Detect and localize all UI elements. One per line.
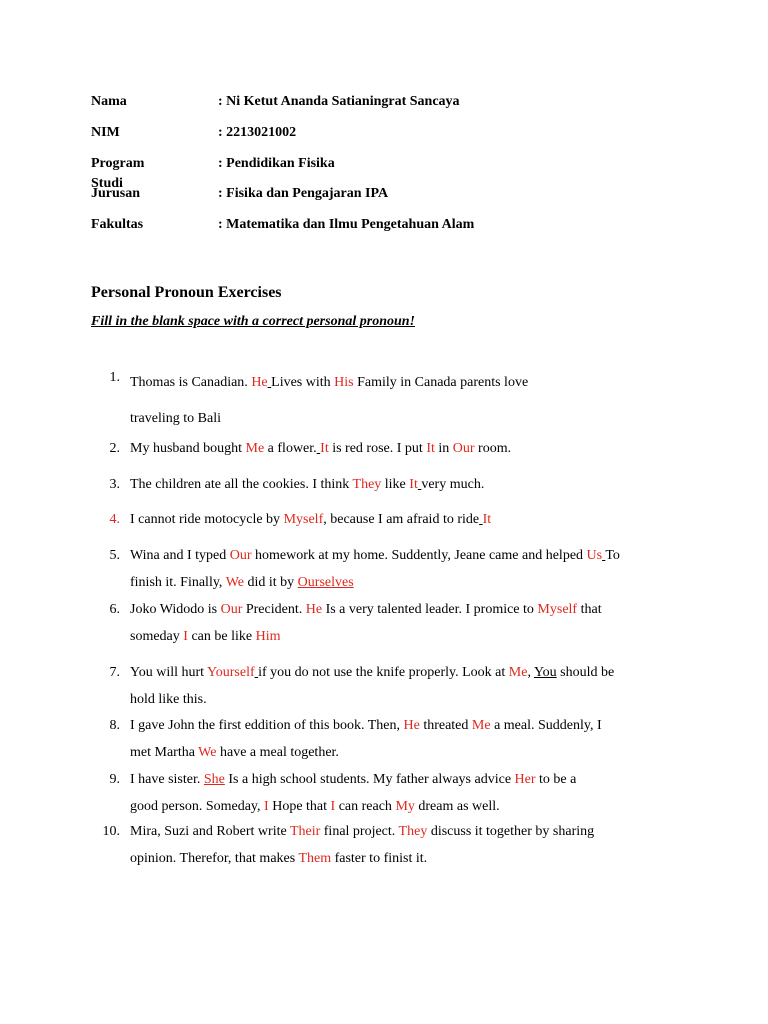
item-number: 7. (109, 665, 120, 680)
item-sentence (130, 767, 660, 820)
sentence-text: faster to finist it. (331, 850, 428, 866)
pronoun-answer: Me (245, 441, 265, 456)
pronoun-answer: He (305, 602, 323, 617)
pronoun-answer: It (409, 477, 418, 492)
sentence-text: that (577, 602, 602, 617)
sentence-text: homework at my home. Suddently, Jeane came and helped (251, 548, 587, 563)
info-value: : Fisika dan Pengajaran IPA (218, 186, 389, 202)
pronoun-answer: Our (220, 602, 243, 617)
pronoun-answer: Her (514, 772, 536, 787)
sentence-text: if you do not use the knife properly. Look at (258, 665, 509, 680)
sentence-text: Thomas is Canadian. (130, 375, 252, 390)
sentence-text: traveling to Bali (130, 411, 221, 426)
sentence-text: Precident. (242, 602, 306, 617)
pronoun-answer: My (395, 798, 415, 814)
pronoun-answer: It (320, 441, 329, 456)
sentence-text: a flower. (264, 441, 317, 456)
sentence-text: should be (556, 665, 615, 680)
pronoun-answer: It (482, 512, 492, 527)
pronoun-answer: I (183, 628, 188, 644)
info-label: Jurusan (91, 186, 141, 202)
pronoun-answer: I (264, 798, 269, 814)
info-label: Fakultas (91, 217, 144, 233)
item-number: 9. (109, 772, 120, 787)
sentence-text: You (533, 665, 557, 680)
info-value: : Matematika dan Ilmu Pengetahuan Alam (218, 217, 475, 233)
pronoun-answer: He (403, 718, 420, 733)
pronoun-answer: They (398, 824, 428, 839)
pronoun-answer: Me (508, 665, 528, 680)
sentence-text: can reach (335, 798, 396, 814)
sentence-text: Is a very talented leader. I promice to (322, 602, 538, 617)
pronoun-answer: Him (255, 628, 281, 644)
item-number: 1. (109, 370, 120, 385)
pronoun-answer: She (203, 772, 225, 787)
info-label: Program Studi (91, 155, 145, 191)
exercise-instruction: Fill in the blank space with a correct personal pronoun! (91, 314, 415, 329)
pronoun-answer: Their (289, 824, 321, 839)
sentence-text: is red rose. I put (328, 441, 427, 456)
pronoun-answer: Me (471, 718, 491, 733)
info-value: : 2213021002 (218, 124, 297, 140)
sentence-text: Wina and I typed (130, 548, 230, 563)
sentence-text: Hope that (268, 798, 331, 814)
sentence-text: met Martha (130, 744, 199, 760)
item-sentence (130, 507, 660, 534)
item-sentence (130, 472, 660, 499)
item-sentence (130, 543, 660, 596)
pronoun-answer: We (198, 744, 217, 760)
sentence-text: final project. (320, 824, 399, 839)
sentence-text: dream as well. (414, 798, 500, 814)
item-sentence (130, 436, 660, 463)
item-sentence (130, 597, 660, 650)
info-label: NIM (91, 124, 120, 140)
sentence-text: very much. (421, 477, 485, 492)
item-sentence (130, 819, 660, 872)
info-value: : Ni Ketut Ananda Satianingrat Sancaya (218, 94, 460, 109)
sentence-text: To (605, 548, 620, 563)
pronoun-answer: They (352, 477, 382, 492)
pronoun-answer: Our (229, 548, 252, 563)
sentence-text: have a meal together. (216, 744, 339, 760)
pronoun-answer: Yourself (207, 665, 255, 680)
item-number: 10. (102, 824, 120, 839)
pronoun-answer: Our (452, 441, 475, 456)
pronoun-answer: It (426, 441, 435, 456)
pronoun-answer: Them (298, 850, 332, 866)
sentence-text: to be a (535, 772, 577, 787)
sentence-text: in (434, 441, 453, 456)
item-number: 4. (109, 512, 120, 527)
item-number: 3. (109, 477, 120, 492)
sentence-text: My husband bought (130, 441, 246, 456)
pronoun-answer: His (334, 375, 354, 390)
sentence-text: I cannot ride motocycle by (130, 512, 284, 527)
pronoun-answer: Myself (537, 602, 578, 617)
sentence-text: The children ate all the cookies. I think (130, 477, 353, 492)
sentence-text: hold like this. (130, 691, 207, 707)
pronoun-answer: I (330, 798, 336, 814)
item-number: 5. (109, 548, 120, 563)
pronoun-answer: We (225, 574, 244, 590)
item-sentence (130, 713, 660, 766)
sentence-text: Mira, Suzi and Robert write (130, 824, 290, 839)
item-number: 8. (109, 718, 120, 733)
sentence-text: Lives with (271, 375, 335, 390)
item-sentence (130, 365, 660, 437)
sentence-text: threated (419, 718, 472, 733)
sentence-text: Is a high school students. My father always advice (224, 772, 515, 787)
sentence-text: good person. Someday, (130, 798, 265, 814)
info-label: Nama (91, 94, 127, 109)
sentence-text: , because I am afraid to ride (323, 512, 480, 527)
sentence-text: a meal. Suddenly, I (490, 718, 602, 733)
sentence-text: Family in Canada parents love (353, 375, 529, 390)
pronoun-answer: He (251, 375, 268, 390)
sentence-text: did it by (244, 574, 298, 590)
sentence-text: can be like (187, 628, 256, 644)
pronoun-answer: Myself (283, 512, 324, 527)
sentence-text: finish it. Finally, (130, 574, 226, 590)
sentence-text: , (527, 665, 534, 680)
sentence-text: like (381, 477, 410, 492)
item-sentence (130, 660, 660, 713)
sentence-text: I have sister. (130, 772, 204, 787)
item-number: 6. (109, 602, 120, 617)
sentence-text: You will hurt (130, 665, 208, 680)
item-number: 2. (109, 441, 120, 456)
pronoun-answer: Us (586, 548, 603, 563)
sentence-text: opinion. Therefor, that makes (130, 850, 299, 866)
sentence-text: someday (130, 628, 184, 644)
exercise-title: Personal Pronoun Exercises (91, 284, 282, 301)
info-value: : Pendidikan Fisika (218, 155, 335, 171)
sentence-text: I gave John the first eddition of this book. Then, (130, 718, 404, 733)
sentence-text: room. (474, 441, 512, 456)
sentence-text: Joko Widodo is (130, 602, 221, 617)
sentence-text: discuss it together by sharing (427, 824, 595, 839)
pronoun-answer: Ourselves (297, 574, 354, 590)
